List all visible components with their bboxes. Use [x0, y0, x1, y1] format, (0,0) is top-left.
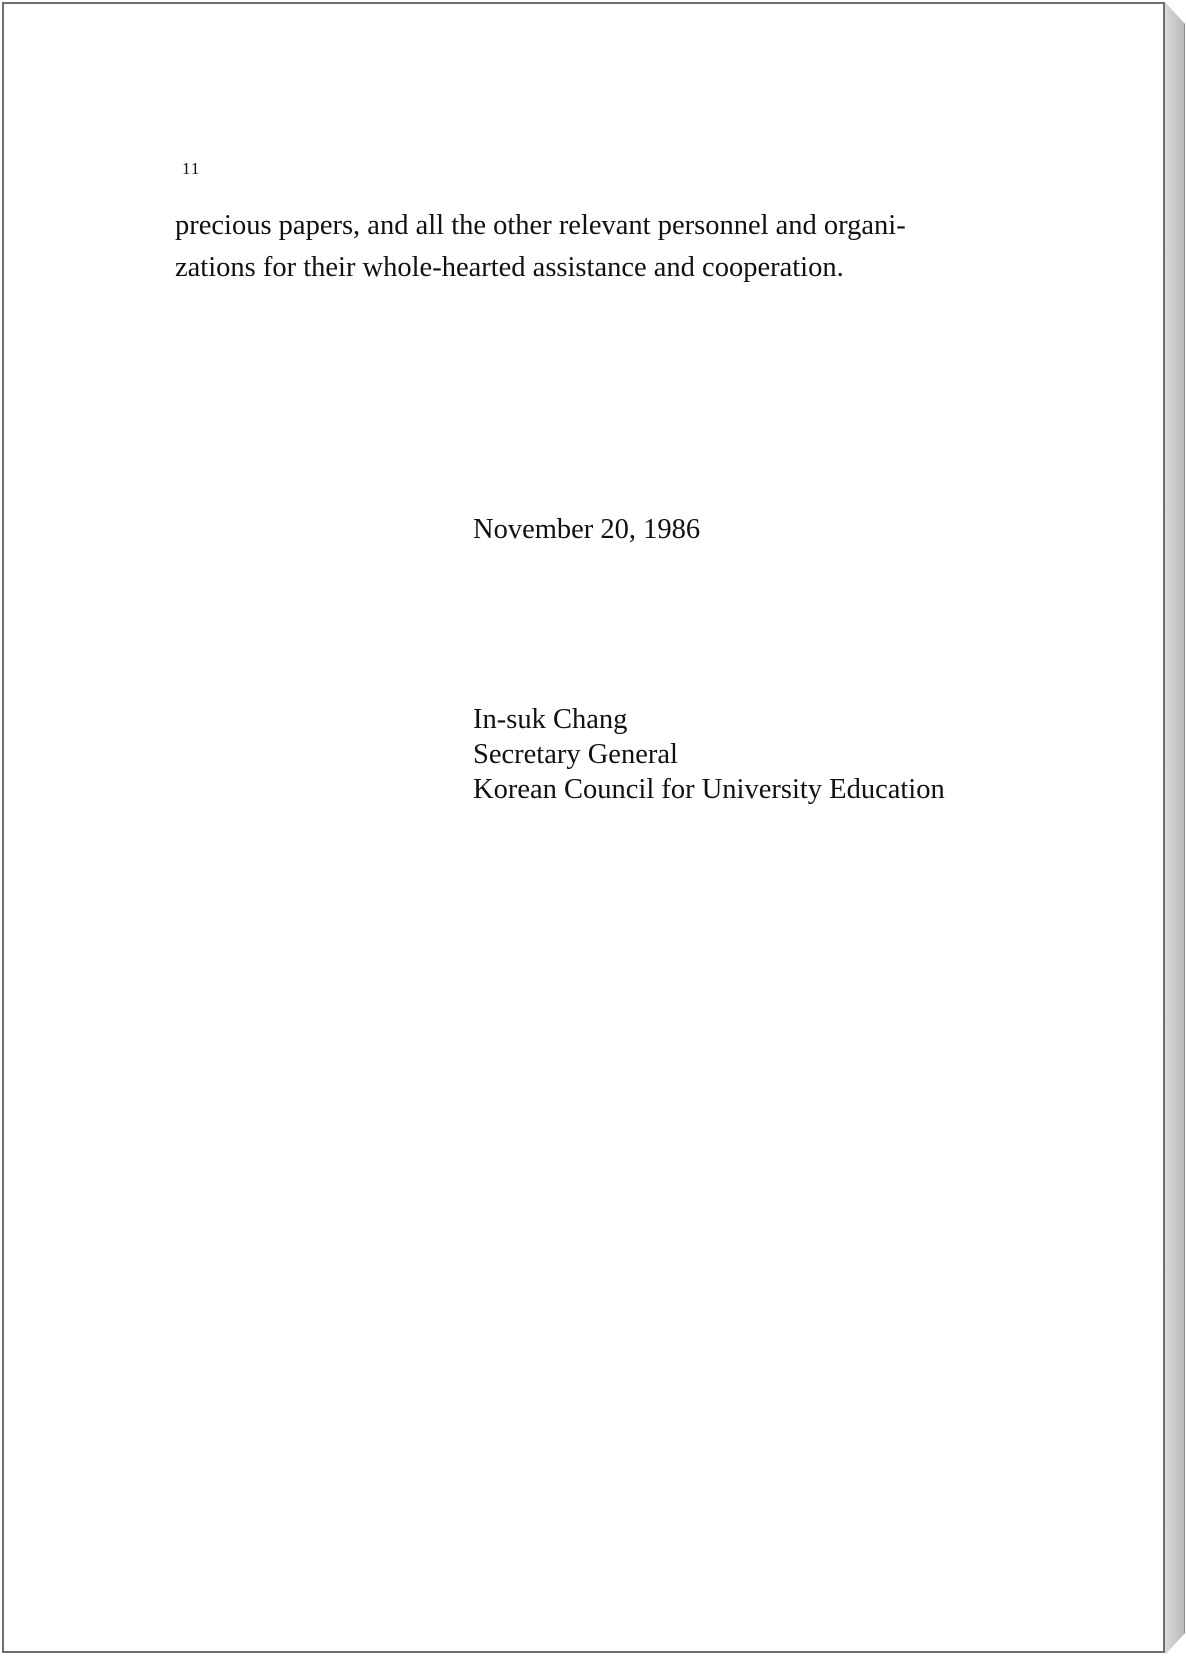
signatory-organization: Korean Council for University Education [473, 774, 945, 805]
page-number: 11 [182, 159, 201, 178]
letter-date: November 20, 1986 [473, 514, 701, 545]
paragraph-line: precious papers, and all the other relevant personnel and organi- [175, 210, 906, 241]
signature-block [473, 702, 945, 807]
document-page [2, 2, 1165, 1653]
paragraph-line: zations for their whole-hearted assistance and cooperation. [175, 252, 844, 283]
page-edge-shadow [1165, 2, 1185, 1655]
signatory-title: Secretary General [473, 739, 678, 770]
signatory-name: In-suk Chang [473, 704, 628, 735]
closing-paragraph [175, 205, 1025, 289]
